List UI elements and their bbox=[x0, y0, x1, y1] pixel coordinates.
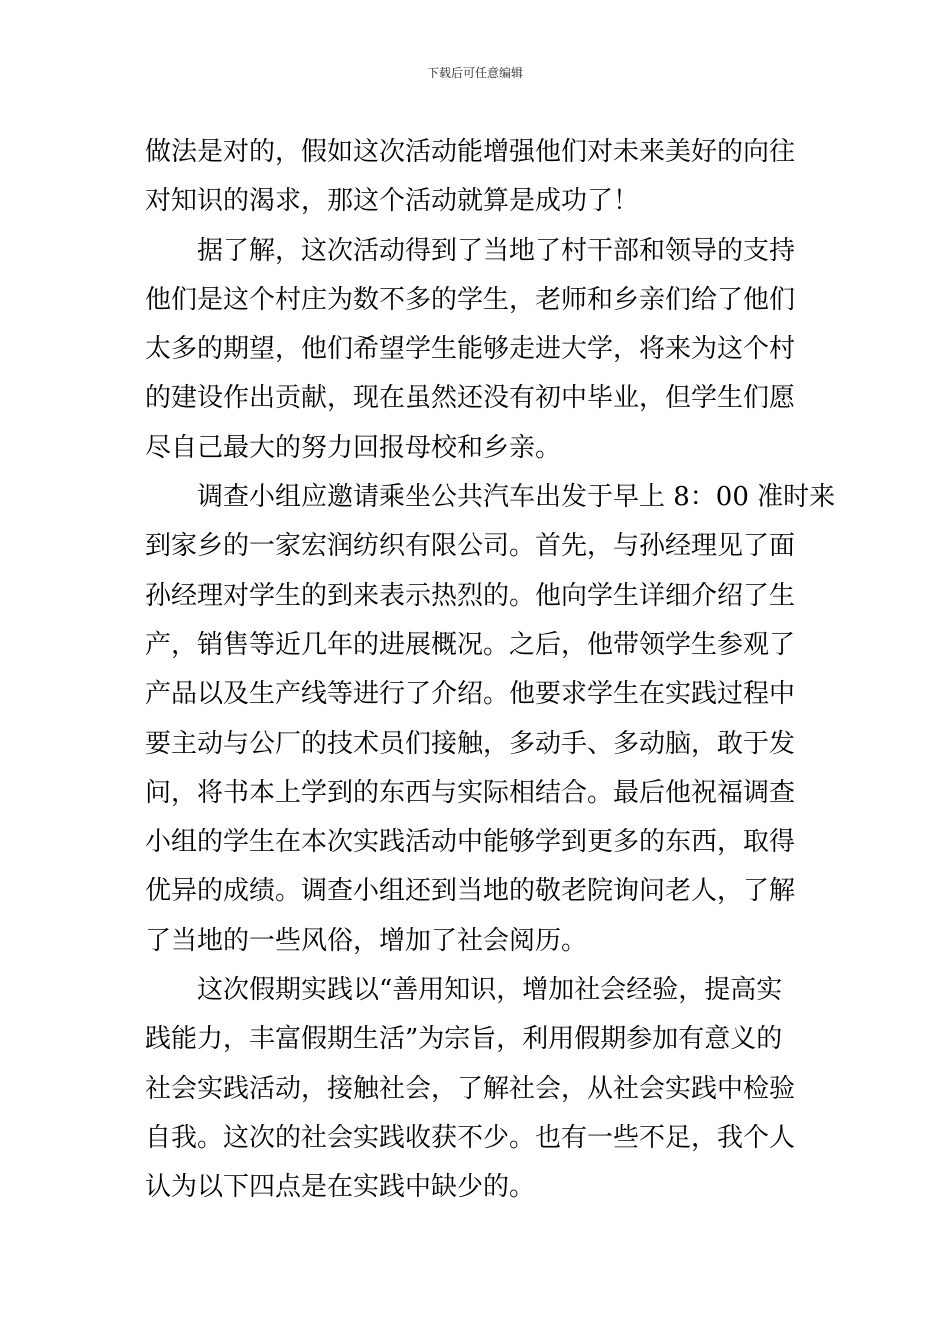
text-line: 产，销售等近几年的进展概况。之后，他带领学生参观了 bbox=[145, 629, 796, 660]
text-line: 了当地的一些风俗，增加了社会阅历。 bbox=[145, 925, 588, 956]
text-line: 据了解，这次活动得到了当地了村干部和领导的支持 bbox=[145, 235, 796, 266]
text-line: 的建设作出贡献，现在虽然还没有初中毕业，但学生们愿 bbox=[145, 383, 796, 414]
text-line: 产品以及生产线等进行了介绍。他要求学生在实践过程中 bbox=[145, 679, 796, 710]
text-line: 尽自己最大的努力回报母校和乡亲。 bbox=[145, 432, 562, 463]
text-line: 要主动与公厂的技术员们接触，多动手、多动脑，敢于发 bbox=[145, 728, 796, 759]
text-line: 到家乡的一家宏润纺织有限公司。首先，与孙经理见了面 bbox=[145, 531, 796, 562]
text-line: 做法是对的，假如这次活动能增强他们对未来美好的向往 bbox=[145, 137, 796, 167]
text-line: 小组的学生在本次实践活动中能够学到更多的东西，取得 bbox=[145, 827, 796, 858]
document-body bbox=[145, 128, 836, 1213]
text-line: 调查小组应邀请乘坐公共汽车出发于早上 8：00 准时来 bbox=[145, 482, 836, 513]
text-line: 优异的成绩。调查小组还到当地的敬老院询问老人，了解 bbox=[145, 876, 796, 907]
text-line: 对知识的渴求，那这个活动就算是成功了！ bbox=[145, 186, 640, 217]
text-line: 太多的期望，他们希望学生能够走进大学，将来为这个村 bbox=[145, 334, 796, 365]
page-header-note: 下载后可任意编辑 bbox=[426, 66, 523, 80]
text-line: 这次假期实践以“善用知识，增加社会经验，提高实 bbox=[145, 975, 783, 1006]
text-line: 他们是这个村庄为数不多的学生，老师和乡亲们给了他们 bbox=[145, 284, 796, 315]
text-line: 孙经理对学生的到来表示热烈的。他向学生详细介绍了生 bbox=[145, 580, 796, 611]
text-line: 问，将书本上学到的东西与实际相结合。最后他祝福调查 bbox=[145, 777, 796, 808]
text-line: 认为以下四点是在实践中缺少的。 bbox=[145, 1172, 536, 1203]
text-line: 社会实践活动，接触社会，了解社会，从社会实践中检验 bbox=[145, 1073, 796, 1104]
text-line: 践能力，丰富假期生活”为宗旨，利用假期参加有意义的 bbox=[145, 1024, 783, 1055]
text-line: 自我。这次的社会实践收获不少。也有一些不足，我个人 bbox=[145, 1122, 796, 1153]
